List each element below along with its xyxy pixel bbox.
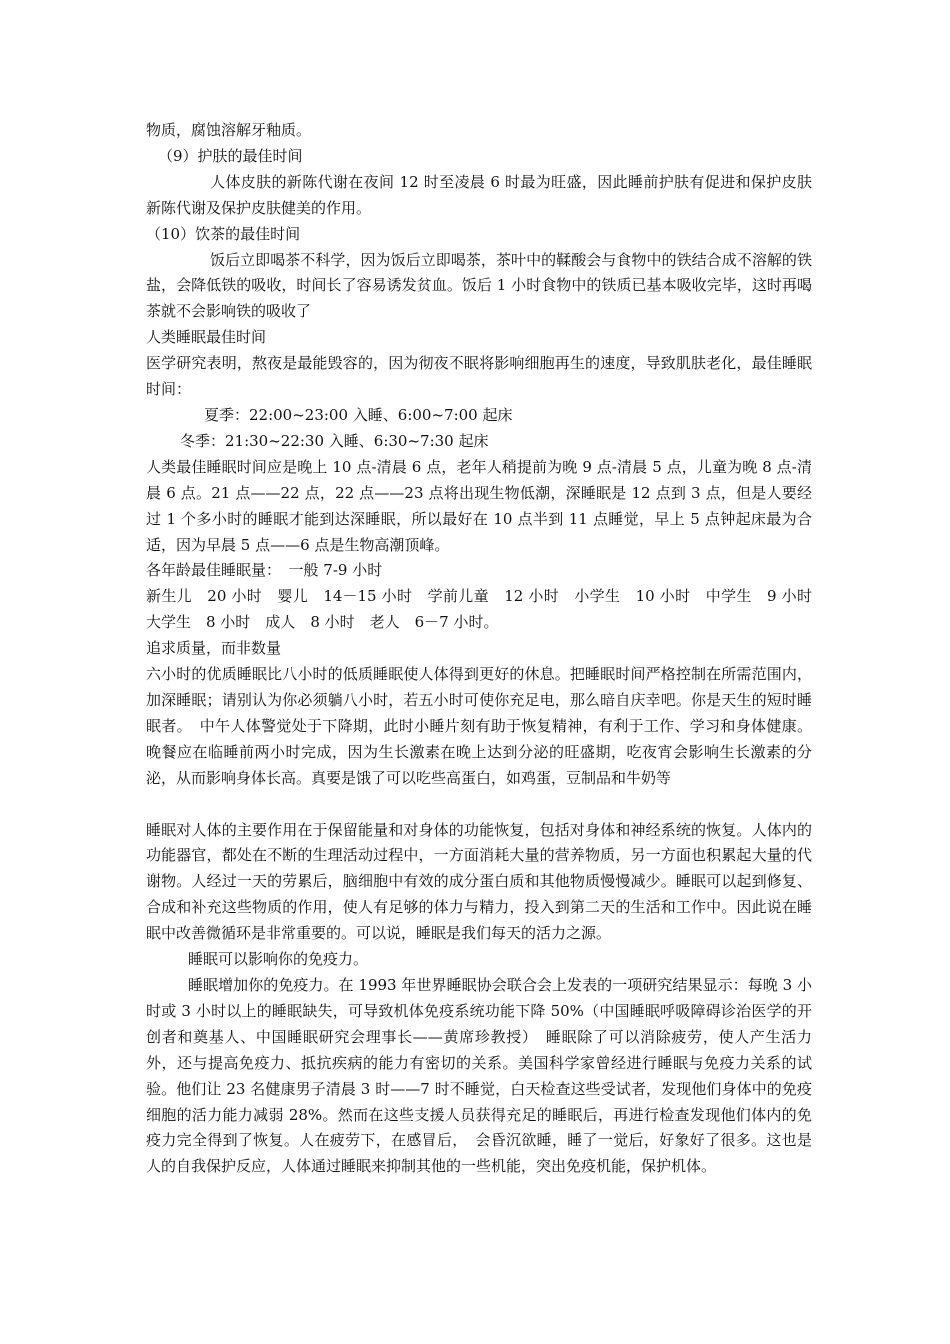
winter-schedule: 冬季：21:30~22:30 入睡、6:30~7:30 起床 bbox=[180, 431, 489, 450]
heading-best-sleep-time: 人类睡眠最佳时间 bbox=[146, 328, 267, 347]
paragraph-enamel-ending: 物质，腐蚀溶解牙釉质。 bbox=[146, 121, 312, 139]
paragraph-sleep-function: 睡眠对人体的主要作用在于保留能量和对身体的功能恢复，包括对身体和神经系统的恢复。人体内的功能器官，都处在不断的生理活动过程中，一方面消耗大量的营养物质，另一方面也积累起大量的代谢物。人经过一天的劳累后，脑细胞中有效的成分蛋白质和其他物质慢慢减少。睡眠可以起到修复、合成和补充这些物质的作用，使人有足够的体力与精力，投入到第二天的生活和工作中。因此说在睡眠中改善微循环是非常重要的。可以说，睡眠是我们每天的活力之源。 bbox=[146, 820, 812, 943]
paragraph-skincare: 人体皮肤的新陈代谢在夜间 12 时至凌晨 6 时最为旺盛，因此睡前护肤有促进和保护皮肤新陈代谢及保护皮肤健美的作用。 bbox=[146, 172, 812, 217]
heading-quality-over-quantity: 追求质量，而非数量 bbox=[146, 639, 282, 658]
heading-skincare-time: （9）护肤的最佳时间 bbox=[158, 146, 303, 165]
paragraph-immunity-heading: 睡眠可以影响你的免疫力。 bbox=[188, 950, 369, 969]
paragraph-tea: 饭后立即喝茶不科学，因为饭后立即喝茶，茶叶中的鞣酸会与食物中的铁结合成不溶解的铁盐，会降低铁的吸收，时间长了容易诱发贫血。饭后 1 小时食物中的铁质已基本吸收完毕，这时再喝茶就不会影响铁的吸收了 bbox=[146, 250, 812, 321]
document-body bbox=[146, 118, 828, 1180]
paragraph-age-sleep-table: 新生儿 20 小时 婴儿 14－15 小时 学前儿童 12 小时 小学生 10 小时 中学生 9 小时 大学生 8 小时 成人 8 小时 老人 6－7 小时。 bbox=[146, 587, 828, 632]
paragraph-sleep-hours: 人类最佳睡眠时间应是晚上 10 点-清晨 6 点，老年人稍提前为晚 9 点-清晨 5 点，儿童为晚 8 点-清晨 6 点。21 点——22 点，22 点——23 点将出现生物低潮，深睡眠是 12 点到 3 点，但是人要经过 1 个多小时的睡眠才能到达深睡眠，所以最好在 10 点半到 11 点睡觉，早上 5 点钟起床最为合适，因为早晨 5 点——6 点是生物高潮顶峰。 bbox=[146, 457, 812, 554]
heading-sleep-amount: 各年龄最佳睡眠量： 一般 7-9 小时 bbox=[146, 561, 383, 580]
paragraph-quality-sleep: 六小时的优质睡眠比八小时的低质睡眠使人体得到更好的休息。把睡眠时间严格控制在所需范围内，加深睡眠；请别认为你必须躺八小时，若五小时可使你充足电，那么暗自庆幸吧。你是天生的短时睡眠者。 中午人体警觉处于下降期，此时小睡片刻有助于恢复精神，有利于工作、学习和身体健康。晚餐应在临睡前两小时完成，因为生长激素在晚上达到分泌的旺盛期，吃夜宵会影响生长激素的分泌，从而影响身体长高。真要是饿了可以吃些高蛋白，如鸡蛋，豆制品和牛奶等 bbox=[146, 665, 812, 787]
summer-schedule: 夏季：22:00~23:00 入睡、6:00~7:00 起床 bbox=[204, 405, 513, 424]
heading-tea-time: （10）饮茶的最佳时间 bbox=[146, 224, 301, 243]
paragraph-staying-up: 医学研究表明，熬夜是最能毁容的，因为彻夜不眠将影响细胞再生的速度，导致肌肤老化，最佳睡眠时间： bbox=[146, 354, 812, 399]
paragraph-immunity: 睡眠增加你的免疫力。在 1993 年世界睡眠协会联合会上发表的一项研究结果显示：每晚 3 小时或 3 小时以上的睡眠缺失，可导致机体免疫系统功能下降 50%（中国睡眠呼吸障碍诊治医学的开创者和奠基人、中国睡眠研究会理事长——黄席珍教授） 睡眠除了可以消除疲劳，使人产生活力外，还与提高免疫力、抵抗疾病的能力有密切的关系。美国科学家曾经进行睡眠与免疫力关系的试验。他们让 23 名健康男子清晨 3 时——7 时不睡觉，白天检查这些受试者，发现他们身体中的免疫细胞的活力能力减弱 28%。然而在这些支援人员获得充足的睡眠后，再进行检查发现他们体内的免疫力完全得到了恢复。人在疲劳下，在感冒后， 会昏沉欲睡，睡了一觉后，好象好了很多。这也是人的自我保护反应，人体通过睡眠来抑制其他的一些机能，突出免疫机能，保护机体。 bbox=[146, 976, 812, 1176]
blank-line bbox=[146, 792, 812, 818]
